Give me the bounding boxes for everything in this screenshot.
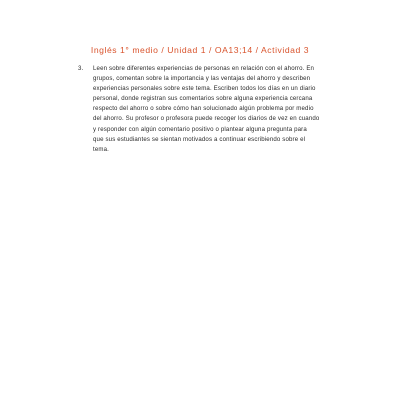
page-header: Inglés 1° medio / Unidad 1 / OA13;14 / Actividad 3	[90, 45, 310, 55]
activity-item	[78, 64, 358, 155]
activity-number: 3.	[78, 65, 84, 72]
activity-text: Leen sobre diferentes experiencias de personas en relación con el ahorro. En grupos, comentan sobre la importancia y las ventajas del ahorro y describen experiencias personales sobre este tema. Escriben todos los días en un diario personal, donde registran sus comentarios sobre alguna experiencia cercana respecto del ahorro o sobre cómo han solucionado algún problema por medio del ahorro. Su profesor o profesora puede recoger los diarios de vez en cuando y responder con algún comentario positivo o plantear alguna pregunta para que sus estudiantes se sientan motivados a continuar escribiendo sobre el tema.	[93, 65, 320, 153]
